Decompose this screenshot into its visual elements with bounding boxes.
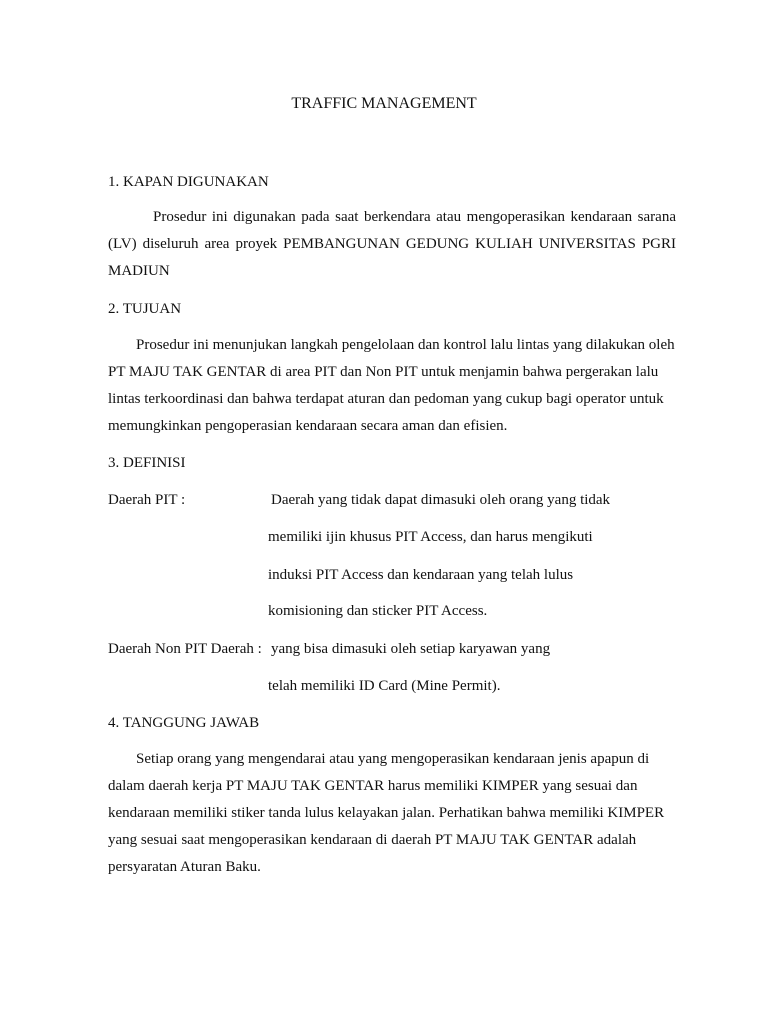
definition-line-nonpit: telah memiliki ID Card (Mine Permit).	[268, 678, 501, 694]
para-line: lintas terkoordinasi dan bahwa terdapat aturan dan pedoman yang cukup bagi operator untuk	[108, 391, 664, 407]
para-line: persyaratan Aturan Baku.	[108, 859, 261, 875]
para-line: (LV) diseluruh area proyek PEMBANGUNAN GEDUNG KULIAH UNIVERSITAS PGRI	[108, 236, 676, 252]
section-heading-definisi: 3. DEFINISI	[108, 455, 186, 471]
para-line: kendaraan memiliki stiker tanda lulus kelayakan jalan. Perhatikan bahwa memiliki KIMPER	[108, 805, 665, 821]
section-body-tanggung-jawab	[108, 746, 676, 881]
definition-line-pit: memiliki ijin khusus PIT Access, dan harus mengikuti	[268, 529, 593, 545]
para-line: Prosedur ini menunjukan langkah pengelolaan dan kontrol lalu lintas yang dilakukan oleh	[136, 337, 675, 353]
definition-line-nonpit: yang bisa dimasuki oleh setiap karyawan yang	[271, 641, 551, 657]
para-line: Prosedur ini digunakan pada saat berkendara atau mengoperasikan kendaraan sarana	[153, 209, 676, 225]
section-heading-tanggung-jawab: 4. TANGGUNG JAWAB	[108, 715, 260, 731]
para-line: dalam daerah kerja PT MAJU TAK GENTAR harus memiliki KIMPER yang sesuai dan	[108, 778, 638, 794]
definition-line-pit: komisioning dan sticker PIT Access.	[268, 603, 488, 619]
definition-line-pit: Daerah yang tidak dapat dimasuki oleh orang yang tidak	[271, 492, 611, 508]
para-line: Setiap orang yang mengendarai atau yang mengoperasikan kendaraan jenis apapun di	[136, 751, 650, 767]
section-heading-kapan: 1. KAPAN DIGUNAKAN	[108, 174, 269, 190]
document-title: TRAFFIC MANAGEMENT	[291, 95, 477, 112]
para-line: yang sesuai saat mengoperasikan kendaraan di daerah PT MAJU TAK GENTAR adalah	[108, 832, 637, 848]
section-heading-tujuan: 2. TUJUAN	[108, 301, 182, 317]
definition-term-nonpit: Daerah Non PIT Daerah :	[108, 641, 262, 657]
para-line: memungkinkan pengoperasian kendaraan secara aman dan efisien.	[108, 418, 508, 434]
para-line: PT MAJU TAK GENTAR di area PIT dan Non PIT untuk menjamin bahwa pergerakan lalu	[108, 364, 659, 380]
section-body-tujuan	[108, 332, 676, 440]
definition-term-pit: Daerah PIT :	[108, 492, 186, 508]
para-line: MADIUN	[108, 263, 170, 279]
definition-line-pit: induksi PIT Access dan kendaraan yang telah lulus	[268, 567, 574, 583]
section-body-kapan	[108, 204, 676, 285]
